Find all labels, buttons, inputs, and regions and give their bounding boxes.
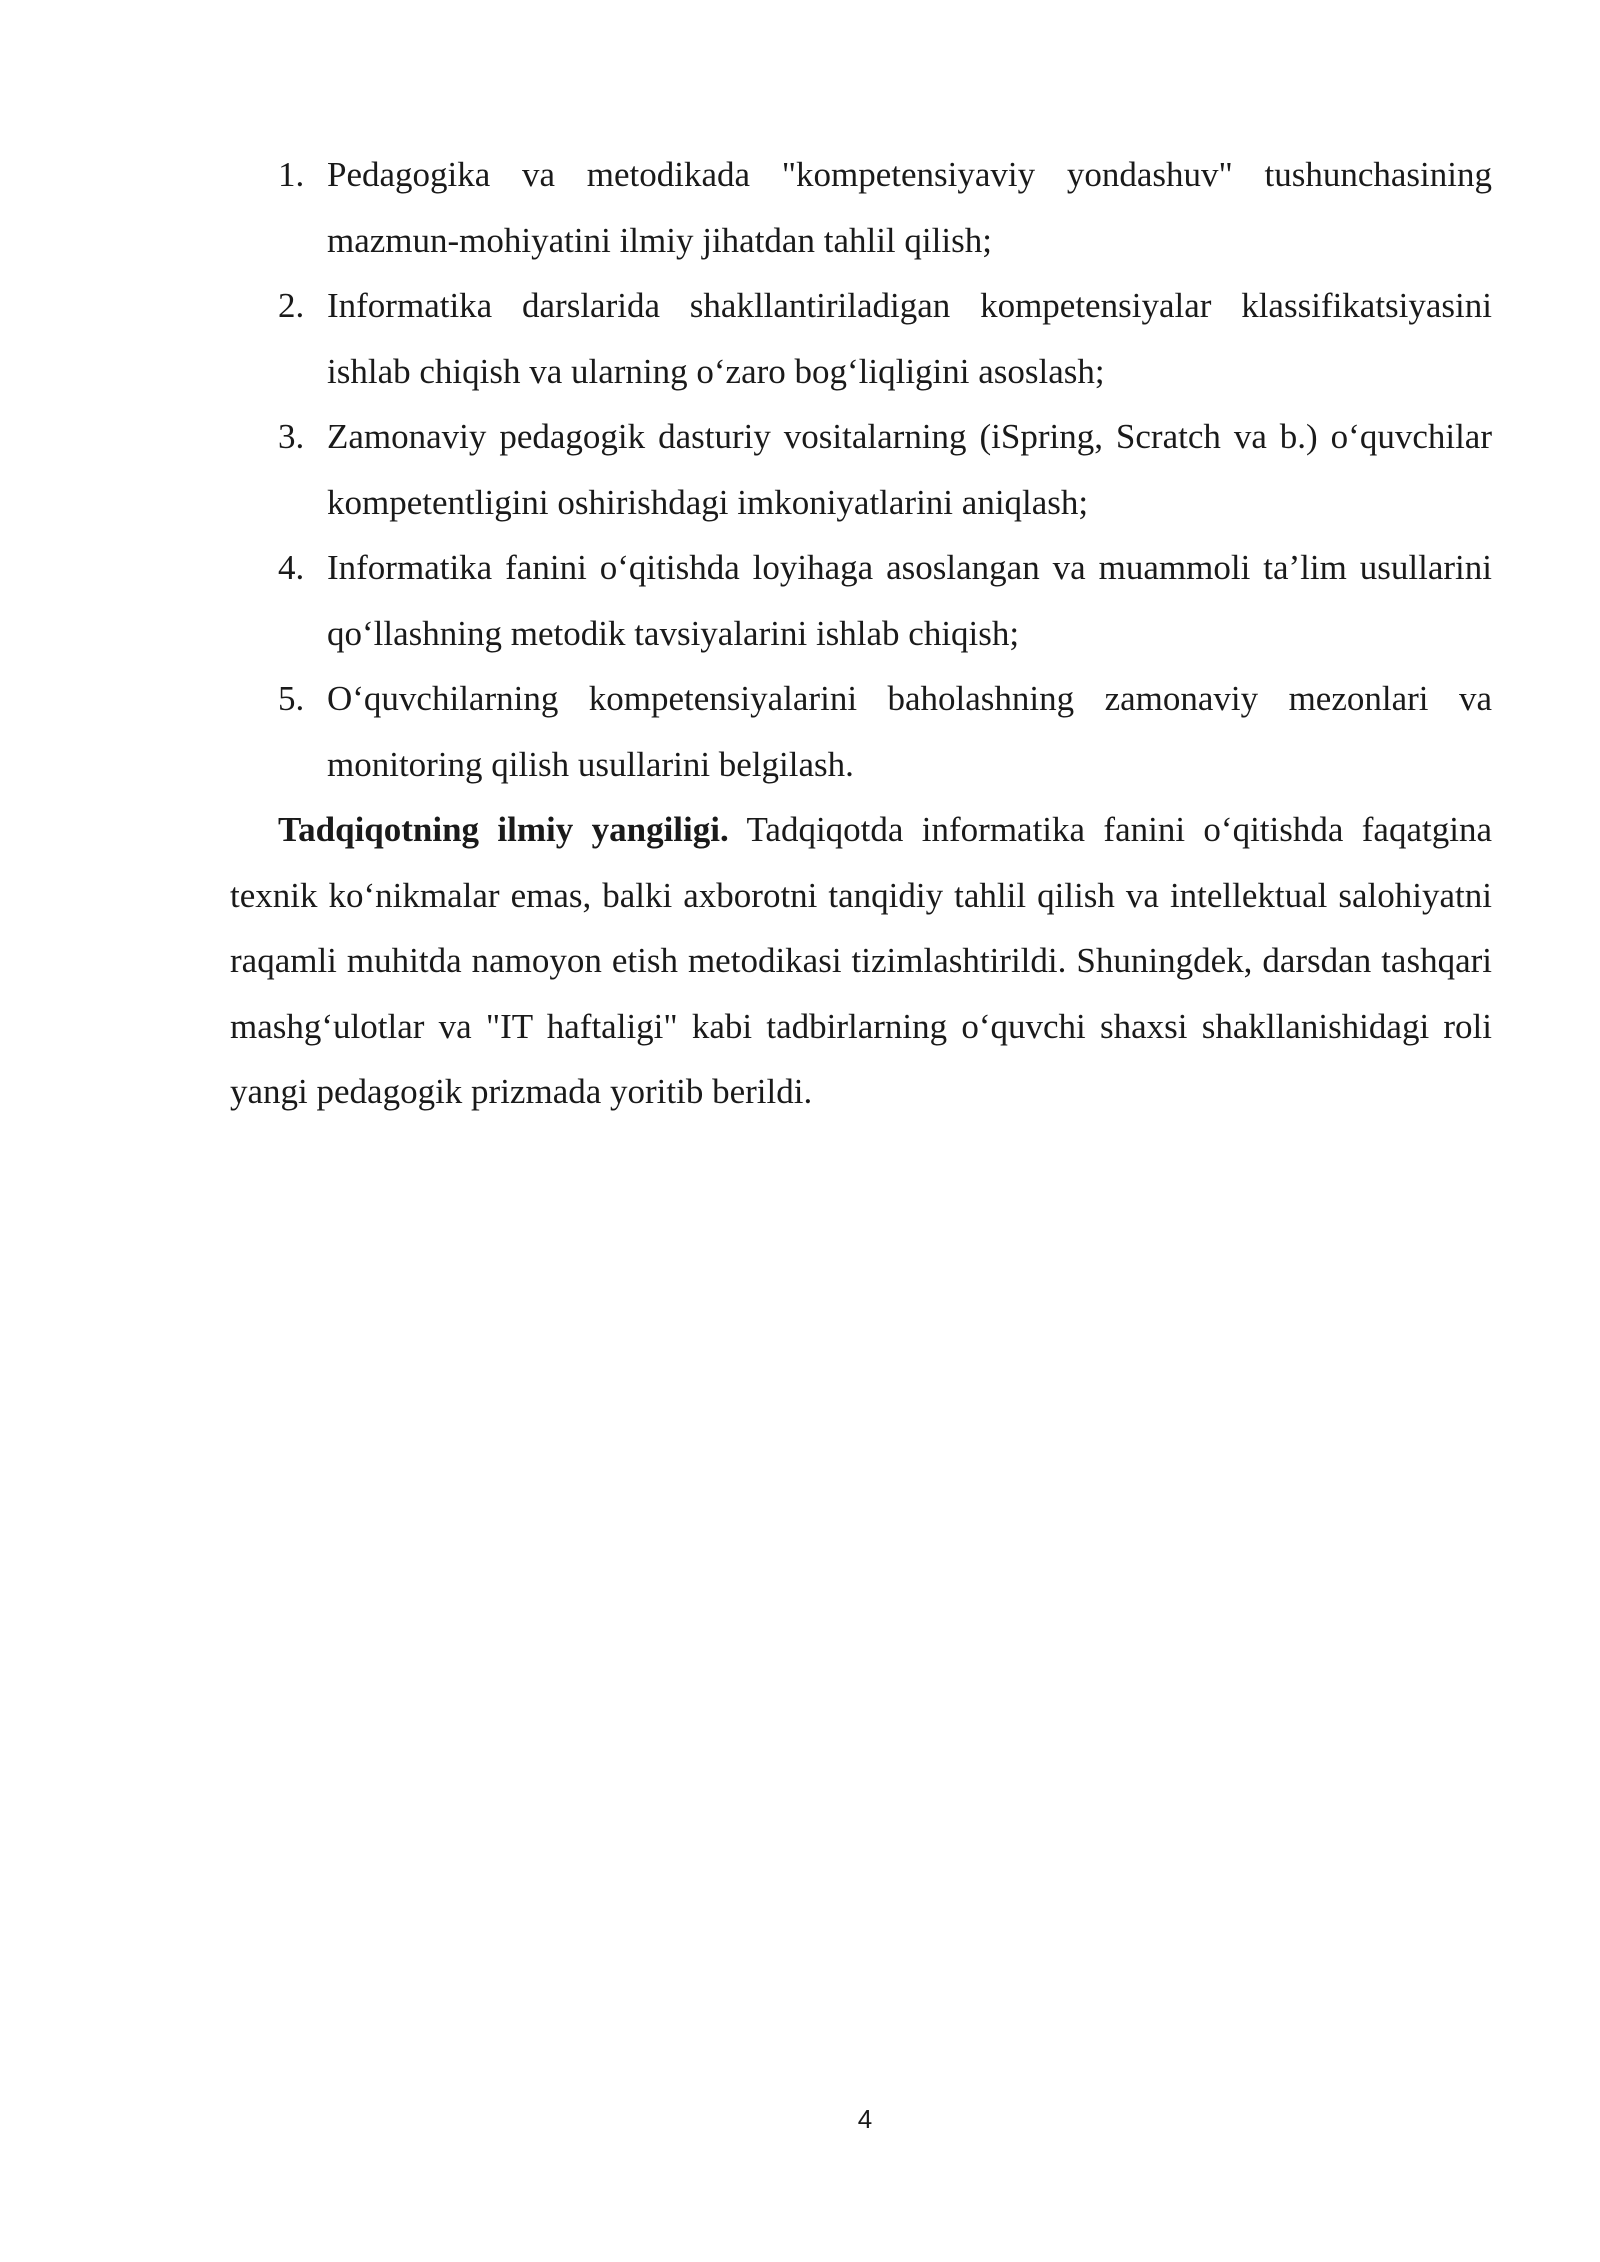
list-item — [230, 273, 1492, 404]
list-item-number: 5. — [278, 679, 305, 718]
list-item-number: 4. — [278, 548, 305, 587]
novelty-paragraph — [230, 797, 1492, 1125]
list-item — [230, 666, 1492, 797]
list-item-text: Zamonaviy pedagogik dasturiy vositalarning (iSpring, Scratch va b.) o‘quvchilar kompetentligini oshirishdagi imkoniyatlarini aniqlash; — [327, 417, 1492, 522]
research-tasks-list — [230, 142, 1492, 797]
list-item — [230, 142, 1492, 273]
list-item-number: 3. — [278, 417, 305, 456]
list-item-text: Informatika fanini o‘qitishda loyihaga asoslangan va muammoli ta’lim usullarini qo‘llashning metodik tavsiyalarini ishlab chiqish; — [327, 548, 1492, 653]
novelty-body: Tadqiqotda informatika fanini o‘qitishda faqatgina texnik ko‘nikmalar emas, balki axborotni tanqidiy tahlil qilish va intellektual salohiyatni raqamli muhitda namoyon etish metodikasi tizimlashtirildi. Shuningdek, darsdan tashqari mashg‘ulotlar va "IT haftaligi" kabi tadbirlarning o‘quvchi shaxsi shakllanishidagi roli yangi pedagogik prizmada yoritib berildi. — [230, 810, 1492, 1111]
list-item — [230, 404, 1492, 535]
page-number: 4 — [857, 2104, 873, 2134]
novelty-heading: Tadqiqotning ilmiy yangiligi. — [278, 810, 729, 849]
list-item-number: 2. — [278, 286, 305, 325]
list-item — [230, 535, 1492, 666]
list-item-number: 1. — [278, 155, 305, 194]
list-item-text: Informatika darslarida shakllantiriladigan kompetensiyalar klassifikatsiyasini ishlab chiqish va ularning o‘zaro bog‘liqligini asoslash; — [327, 286, 1492, 391]
list-item-text: O‘quvchilarning kompetensiyalarini baholashning zamonaviy mezonlari va monitoring qilish usullarini belgilash. — [327, 679, 1492, 784]
list-item-text: Pedagogika va metodikada "kompetensiyaviy yondashuv" tushunchasining mazmun-mohiyatini ilmiy jihatdan tahlil qilish; — [327, 155, 1492, 260]
page-content — [230, 142, 1492, 1125]
